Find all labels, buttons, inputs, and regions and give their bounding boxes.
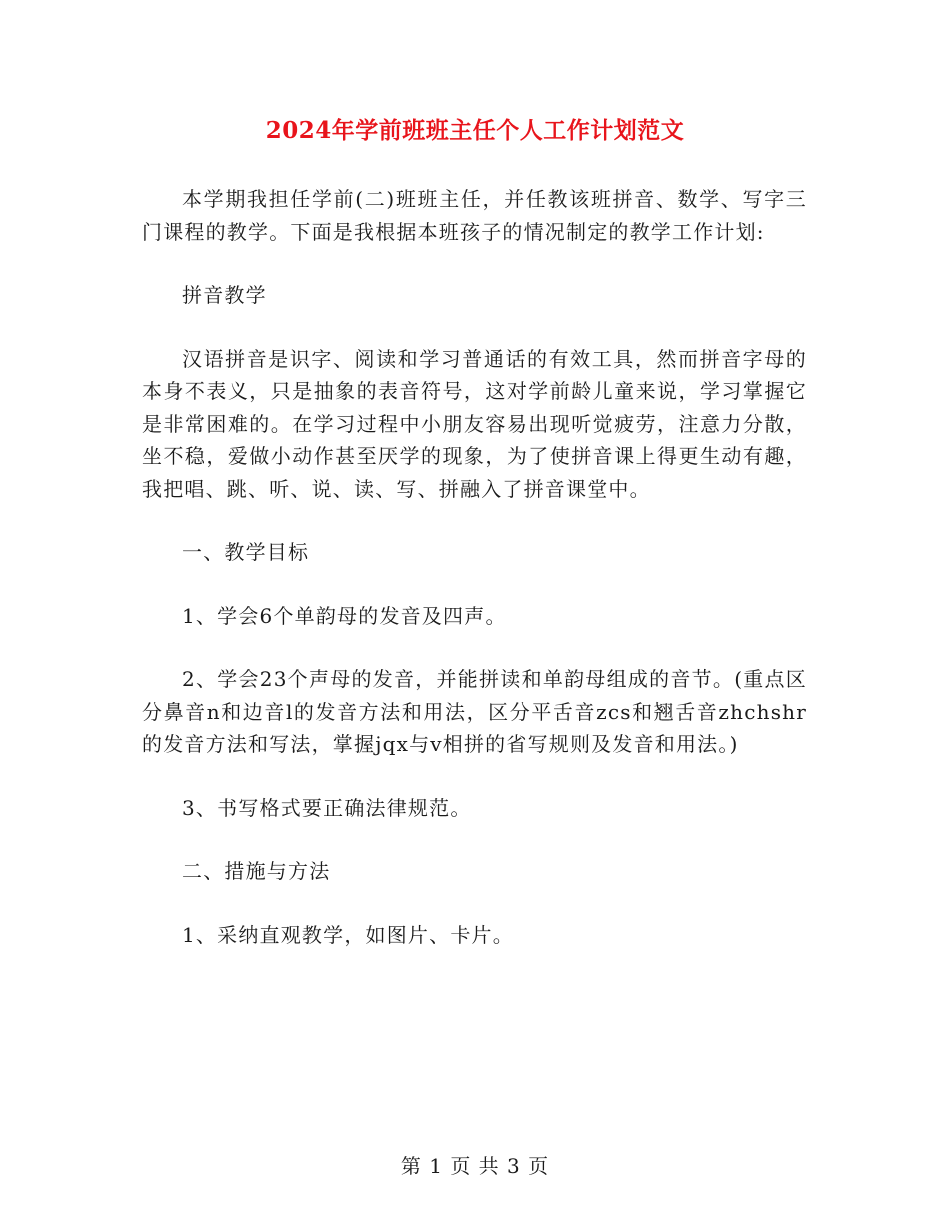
paragraph-intro: 本学期我担任学前(二)班班主任，并任教该班拼音、数学、写字三门课程的教学。下面是我根据本班孩子的情况制定的教学工作计划:: [142, 187, 807, 244]
list-item-goal-3: 3、书写格式要正确法律规范。: [182, 795, 472, 820]
document-body: [142, 183, 807, 951]
section-heading-methods: 二、措施与方法: [182, 859, 331, 883]
list-item-method-1: 1、采纳直观教学，如图片、卡片。: [182, 922, 514, 947]
page-number-footer: 第 1 页 共 3 页: [400, 1154, 550, 1178]
section-heading-pinyin: 拼音教学: [182, 283, 267, 307]
document-title: 2024年学前班班主任个人工作计划范文: [265, 117, 685, 144]
section-heading-goals: 一、教学目标: [182, 540, 310, 564]
paragraph-pinyin-description: 汉语拼音是识字、阅读和学习普通话的有效工具，然而拼音字母的本身不表义，只是抽象的表音符号，这对学前龄儿童来说，学习掌握它是非常困难的。在学习过程中小朋友容易出现听觉疲劳，注意力分散，坐不稳，爱做小动作甚至厌学的现象，为了使拼音课上得更生动有趣，我把唱、跳、听、说、读、写、拼融入了拼音课堂中。: [142, 346, 807, 501]
list-item-goal-1: 1、学会6个单韵母的发音及四声。: [182, 603, 507, 628]
list-item-goal-2: 2、学会23个声母的发音，并能拼读和单韵母组成的音节。(重点区分鼻音n和边音l的发音方法和用法，区分平舌音zcs和翘舌音zhchshr的发音方法和写法，掌握jqx与v相拼的省写规则及发音和用法。): [142, 667, 807, 756]
